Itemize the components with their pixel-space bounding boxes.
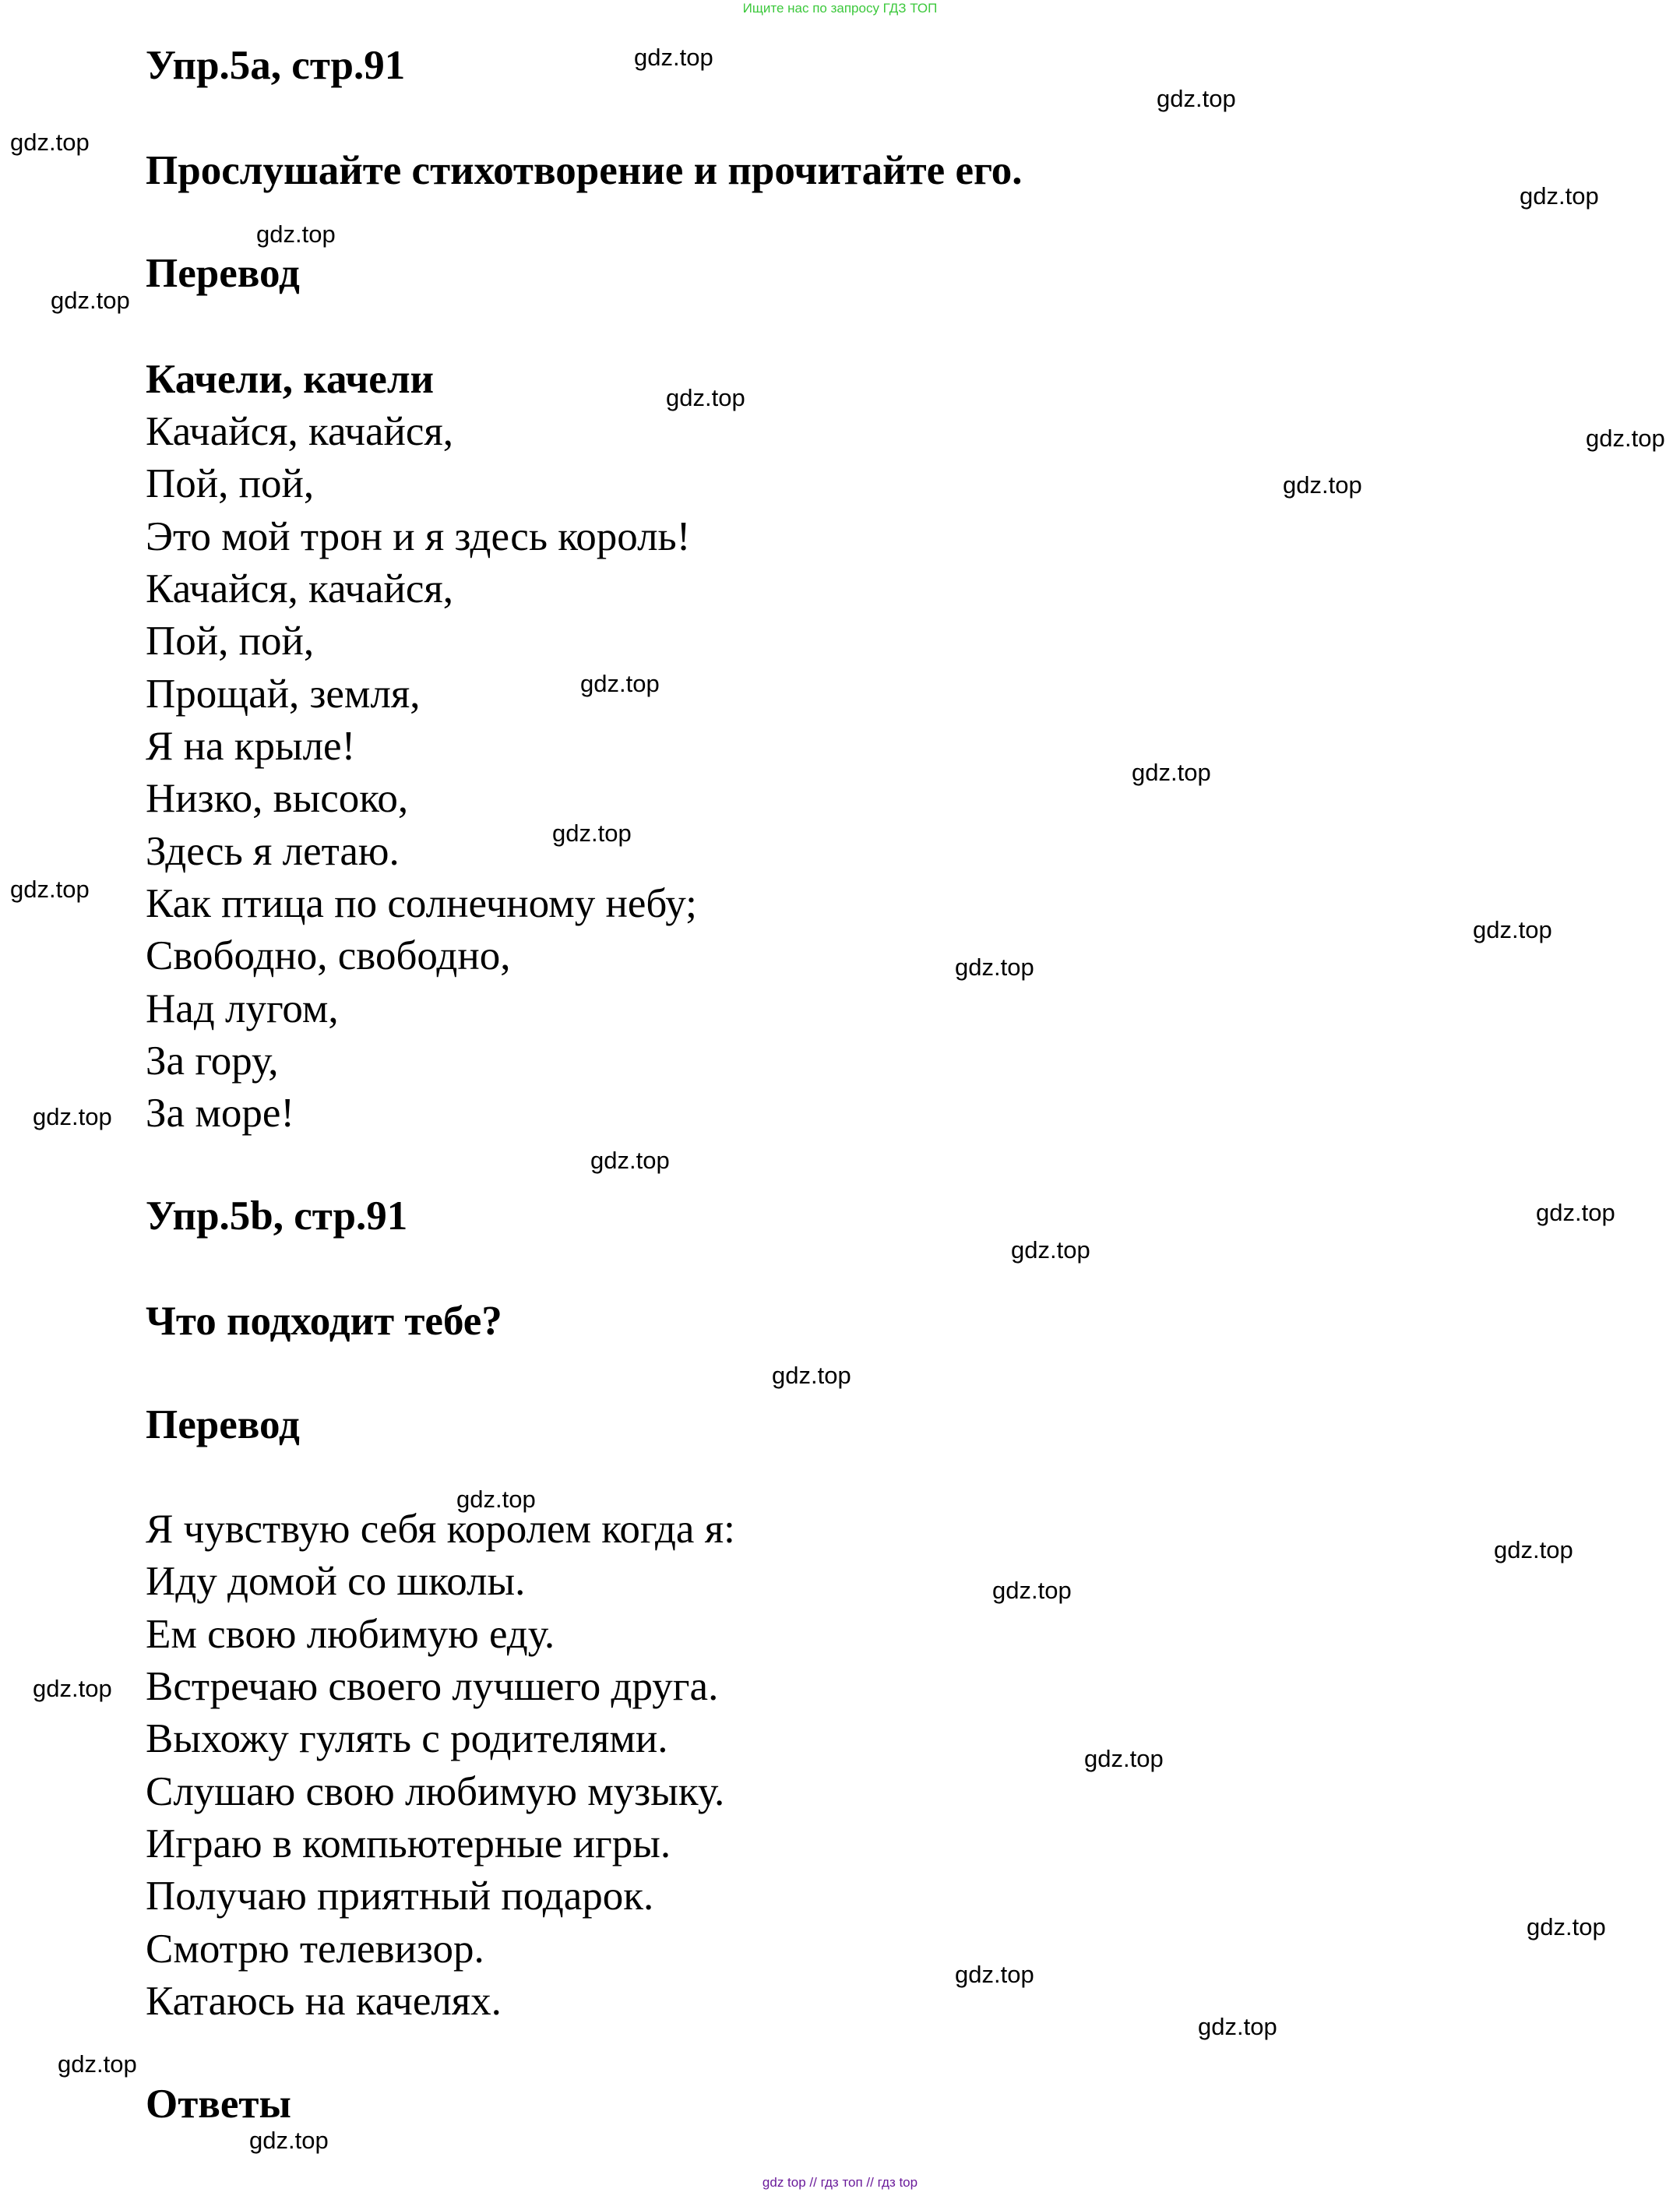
watermark: gdz.top	[456, 1486, 536, 1513]
exercise-5b-title: Упр.5b, стр.91	[146, 1193, 408, 1239]
top-banner: Ищите нас по запросу ГДЗ ТОП	[742, 1, 938, 16]
answer-line: Слушаю свою любимую музыку.	[146, 1769, 725, 1814]
watermark: gdz.top	[634, 44, 713, 71]
watermark: gdz.top	[552, 820, 632, 847]
watermark: gdz.top	[1536, 1199, 1615, 1226]
answer-line: Смотрю телевизор.	[146, 1926, 484, 1972]
poem-line: Здесь я летаю.	[146, 829, 400, 874]
watermark: gdz.top	[51, 287, 130, 314]
watermark: gdz.top	[33, 1103, 112, 1130]
watermark: gdz.top	[1494, 1536, 1573, 1563]
answers-heading: Ответы	[146, 2081, 291, 2127]
exercise-5a-title: Упр.5a, стр.91	[146, 43, 406, 88]
watermark: gdz.top	[772, 1362, 851, 1389]
watermark: gdz.top	[256, 220, 336, 248]
poem-line: Над лугом,	[146, 986, 339, 1031]
answer-line: Ем свою любимую еду.	[146, 1612, 555, 1657]
answer-line: Я чувствую себя королем когда я:	[146, 1507, 735, 1552]
watermark: gdz.top	[1473, 916, 1552, 943]
watermark: gdz.top	[992, 1577, 1072, 1604]
poem-line: Низко, высоко,	[146, 776, 409, 821]
poem-line: Я на крыле!	[146, 724, 356, 769]
answer-line: Выхожу гулять с родителями.	[146, 1716, 668, 1761]
watermark: gdz.top	[1520, 182, 1599, 210]
answer-line: Получаю приятный подарок.	[146, 1873, 654, 1919]
watermark: gdz.top	[1157, 85, 1236, 112]
exercise-5b-question: Что подходит тебе?	[146, 1299, 502, 1344]
answer-line: Иду домой со школы.	[146, 1559, 526, 1604]
watermark: gdz.top	[10, 876, 90, 903]
watermark: gdz.top	[1527, 1913, 1606, 1940]
exercise-5a-instruction: Прослушайте стихотворение и прочитайте его.	[146, 148, 1023, 193]
watermark: gdz.top	[666, 384, 745, 411]
poem-line: Качайся, качайся,	[146, 566, 454, 612]
poem-line: Прощай, земля,	[146, 671, 421, 717]
watermark: gdz.top	[1198, 2013, 1277, 2040]
watermark: gdz.top	[1084, 1745, 1164, 1772]
poem-line: Качайся, качайся,	[146, 409, 454, 454]
poem-title: Качели, качели	[146, 357, 435, 402]
exercise-5a-translation-heading: Перевод	[146, 251, 300, 296]
poem-line: Свободно, свободно,	[146, 933, 511, 978]
answer-line: Катаюсь на качелях.	[146, 1979, 502, 2024]
exercise-5b-translation-heading: Перевод	[146, 1402, 300, 1447]
poem-line: Пой, пой,	[146, 619, 315, 664]
watermark: gdz.top	[1586, 425, 1665, 452]
watermark: gdz.top	[590, 1147, 670, 1174]
answer-line: Играю в компьютерные игры.	[146, 1821, 671, 1866]
answer-line: Встречаю своего лучшего друга.	[146, 1664, 719, 1709]
footer: gdz top // гдз топ // гдз top	[762, 2175, 918, 2190]
poem-line: За море!	[146, 1091, 295, 1136]
poem-line: За гору,	[146, 1038, 279, 1084]
poem-line: Это мой трон и я здесь король!	[146, 514, 691, 559]
watermark: gdz.top	[33, 1675, 112, 1702]
watermark: gdz.top	[1132, 759, 1211, 786]
watermark: gdz.top	[955, 1961, 1034, 1988]
watermark: gdz.top	[249, 2127, 329, 2154]
watermark: gdz.top	[955, 953, 1034, 981]
watermark: gdz.top	[1283, 471, 1362, 499]
watermark: gdz.top	[10, 129, 90, 156]
watermark: gdz.top	[580, 670, 660, 697]
watermark: gdz.top	[58, 2050, 137, 2078]
poem-line: Как птица по солнечному небу;	[146, 881, 697, 926]
watermark: gdz.top	[1011, 1236, 1090, 1264]
poem-line: Пой, пой,	[146, 461, 315, 506]
